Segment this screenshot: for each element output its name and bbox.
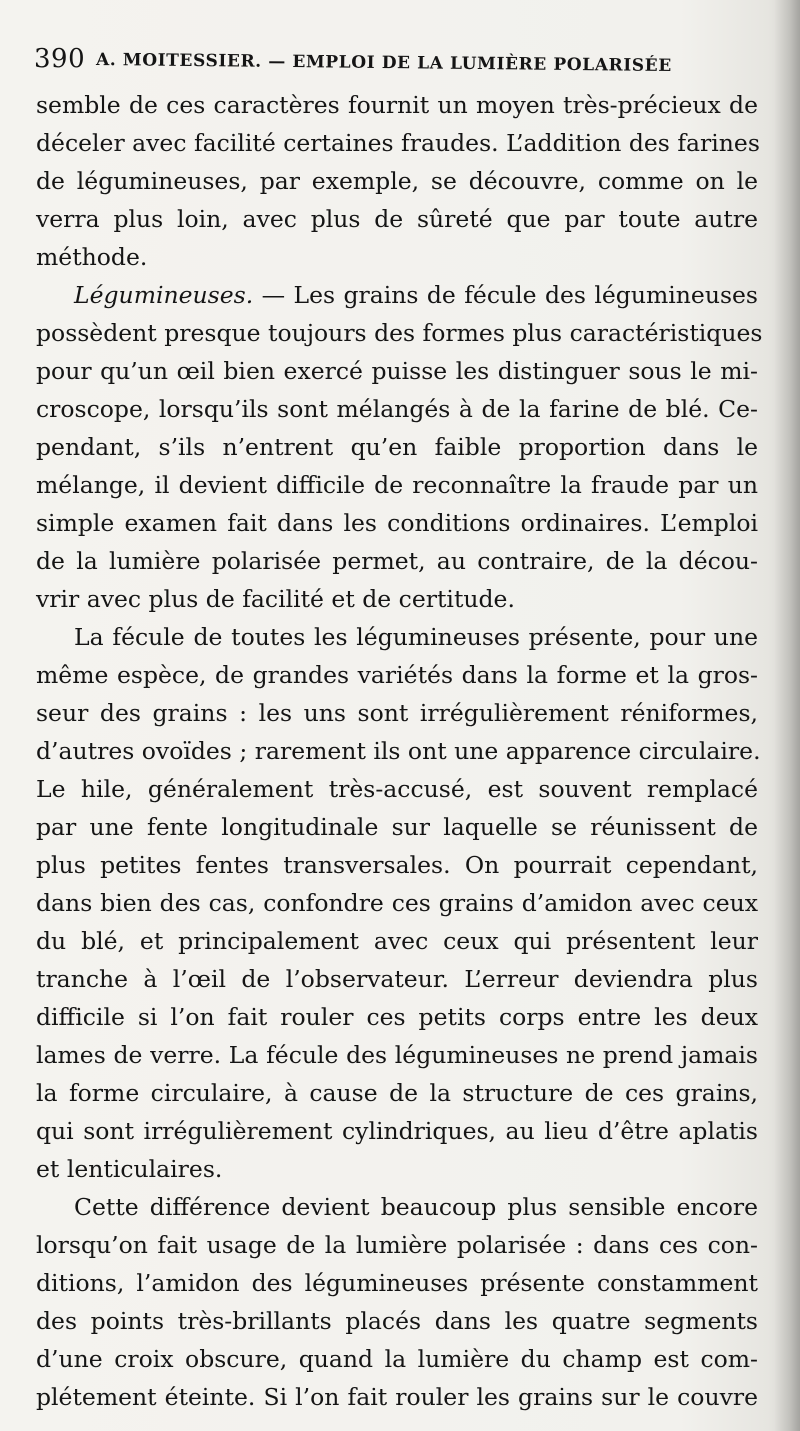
text-line: pendant, s’ils n’entrent qu’en faible proportion dans le: [36, 433, 758, 461]
text-line: simple examen fait dans les conditions ordinaires. L’emploi: [36, 509, 758, 537]
text-line: Le hile, généralement très-accusé, est souvent remplacé: [36, 775, 758, 803]
text-line: plétement éteinte. Si l’on fait rouler les grains sur le couvre: [36, 1383, 758, 1411]
text-line: croscope, lorsqu’ils sont mélangés à de la farine de blé. Ce-: [36, 395, 758, 423]
text-line: de légumineuses, par exemple, se découvre, comme on le: [36, 167, 758, 195]
page-header: [34, 40, 754, 80]
text-line: difficile si l’on fait rouler ces petits corps entre les deux: [36, 1003, 758, 1031]
text-line: de la lumière polarisée permet, au contraire, de la décou-: [36, 547, 758, 575]
italic-section-term: Légumineuses.: [74, 281, 254, 309]
text-line: verra plus loin, avec plus de sûreté que par toute autre: [36, 205, 758, 233]
text-line: la forme circulaire, à cause de la structure de ces grains,: [36, 1079, 758, 1107]
text-line: seur des grains : les uns sont irrégulièrement réniformes,: [36, 699, 758, 727]
page-edge-shadow: [774, 0, 800, 1431]
text-line: lames de verre. La fécule des légumineuses ne prend jamais: [36, 1041, 758, 1069]
text-line: et lenticulaires.: [36, 1155, 223, 1183]
text-line: d’une croix obscure, quand la lumière du champ est com-: [36, 1345, 758, 1373]
text-line: possèdent presque toujours des formes plus caractéristiques: [36, 319, 763, 347]
text-line: par une fente longitudinale sur laquelle se réunissent de: [36, 813, 758, 841]
text-line: mélange, il devient difficile de reconnaître la fraude par un: [36, 471, 758, 499]
text-line: dans bien des cas, confondre ces grains d’amidon avec ceux: [36, 889, 758, 917]
text-line: méthode.: [36, 243, 148, 271]
text-span: — Les grains de fécule des légumineuses: [253, 281, 758, 309]
text-line: plus petites fentes transversales. On pourrait cependant,: [36, 851, 758, 879]
text-line: vrir avec plus de facilité et de certitude.: [36, 585, 515, 613]
text-line: La fécule de toutes les légumineuses présente, pour une: [74, 623, 758, 651]
text-line: déceler avec facilité certaines fraudes. L’addition des farines: [36, 129, 760, 157]
text-line: lorsqu’on fait usage de la lumière polarisée : dans ces con-: [36, 1231, 758, 1259]
text-line: ditions, l’amidon des légumineuses présente constamment: [36, 1269, 758, 1297]
text-line: semble de ces caractères fournit un moyen très-précieux de: [36, 91, 758, 119]
text-line: des points très-brillants placés dans les quatre segments: [36, 1307, 758, 1335]
text-line: tranche à l’œil de l’observateur. L’erreur deviendra plus: [36, 965, 758, 993]
text-line: Cette différence devient beaucoup plus sensible encore: [74, 1193, 758, 1221]
page-number: 390: [34, 44, 86, 74]
text-line: du blé, et principalement avec ceux qui présentent leur: [36, 927, 758, 955]
text-line: [74, 276, 758, 314]
text-line: qui sont irrégulièrement cylindriques, au lieu d’être aplatis: [36, 1117, 758, 1145]
text-line: pour qu’un œil bien exercé puisse les distinguer sous le mi-: [36, 357, 758, 385]
text-line: même espèce, de grandes variétés dans la forme et la gros-: [36, 661, 758, 689]
text-line: d’autres ovoïdes ; rarement ils ont une apparence circulaire.: [36, 737, 761, 765]
running-head: A. MOITESSIER. — EMPLOI DE LA LUMIÈRE POLARISÉE: [95, 50, 672, 77]
